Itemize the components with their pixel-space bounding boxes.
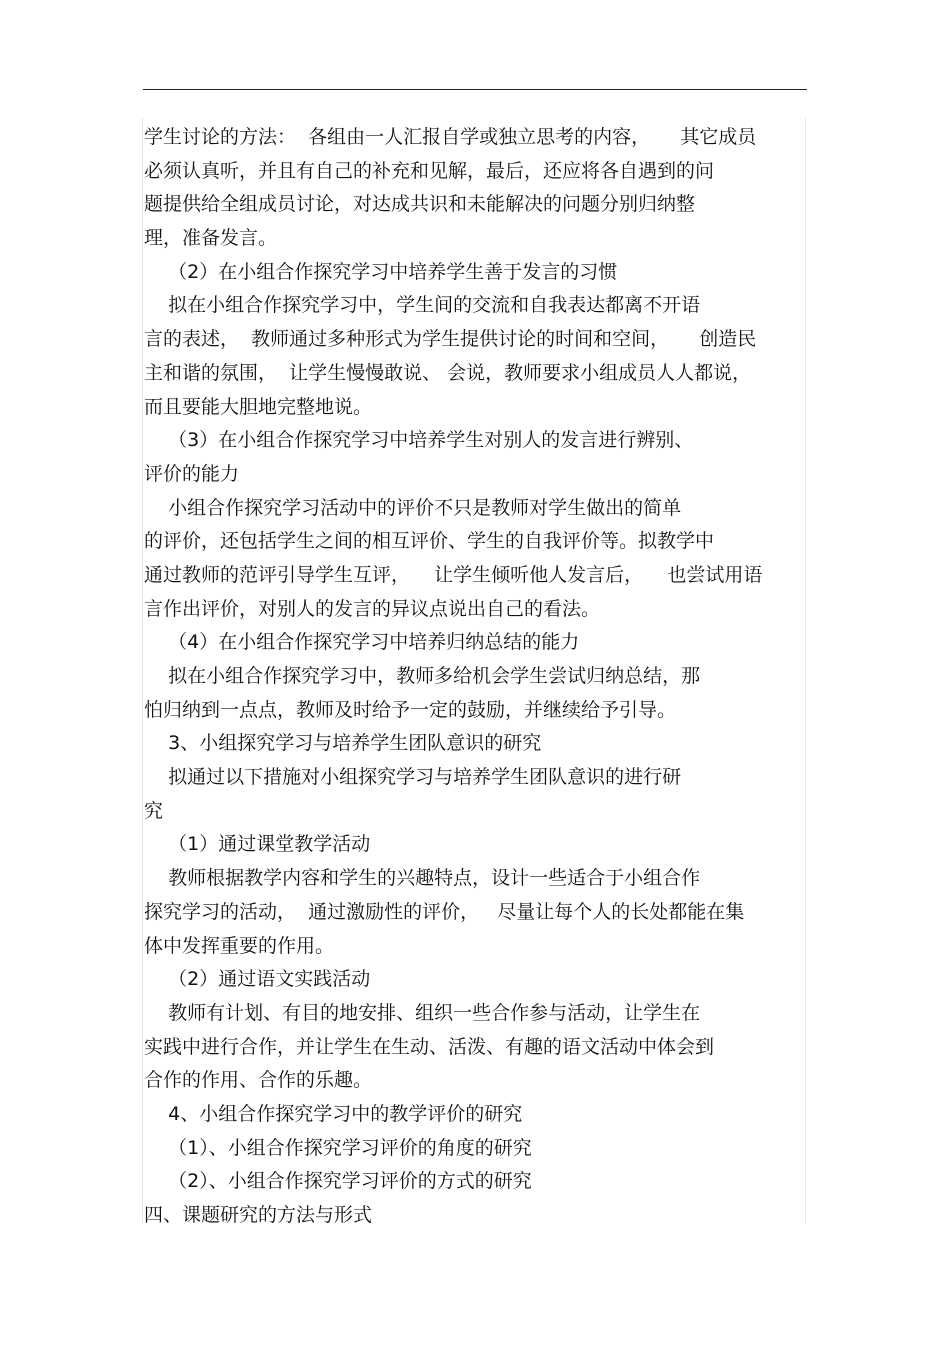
- text-line: 拟在小组合作探究学习中，学生间的交流和自我表达都离不开语: [144, 294, 701, 317]
- text-line: 理，准备发言。: [144, 227, 278, 250]
- text-line: 小组合作探究学习活动中的评价不只是教师对学生做出的简单: [144, 496, 682, 519]
- text-line: 体中发挥重要的作用。: [144, 934, 335, 957]
- section-heading: 4、小组合作探究学习中的教学评价的研究: [144, 1102, 523, 1125]
- text-line: 究: [144, 799, 164, 822]
- text-line: 探究学习的活动， 通过激励性的评价， 尽量让每个人的长处都能在集: [144, 900, 745, 923]
- text-line: 言的表述， 教师通过多种形式为学生提供讨论的时间和空间， 创造民: [144, 328, 757, 351]
- section-heading: 评价的能力: [144, 462, 240, 485]
- text-line: 学生讨论的方法： 各组由一人汇报自学或独立思考的内容， 其它成员: [144, 126, 757, 148]
- section-heading: 四、课题研究的方法与形式: [144, 1204, 373, 1226]
- text-line: 通过教师的范评引导学生互评， 让学生倾听他人发言后， 也尝试用语: [144, 563, 763, 586]
- section-heading: （2）通过语文实践活动: [144, 968, 371, 991]
- section-heading: （4）在小组合作探究学习中培养归纳总结的能力: [144, 631, 580, 654]
- section-heading: （2）、小组合作探究学习评价的方式的研究: [144, 1170, 532, 1193]
- document-body: [144, 121, 804, 1233]
- text-line: 拟在小组合作探究学习中，教师多给机会学生尝试归纳总结，那: [144, 665, 701, 687]
- text-line: 怕归纳到一点点，教师及时给予一定的鼓励，并继续给予引导。: [144, 698, 677, 721]
- section-heading: 3、小组探究学习与培养学生团队意识的研究: [144, 732, 542, 755]
- text-line: 题提供给全组成员讨论，对达成共识和未能解决的问题分别归纳整: [144, 193, 696, 216]
- section-heading: （2）在小组合作探究学习中培养学生善于发言的习惯: [144, 260, 618, 283]
- text-line: 合作的作用、合作的乐趣。: [144, 1069, 373, 1092]
- text-line: 教师有计划、有目的地安排、组织一些合作参与活动，让学生在: [144, 1001, 701, 1024]
- text-line: 实践中进行合作，并让学生在生动、活泼、有趣的语文活动中体会到: [144, 1035, 715, 1058]
- text-line: 必须认真听，并且有自己的补充和见解，最后，还应将各自遇到的问: [144, 159, 715, 182]
- text-line: 而且要能大胆地完整地说。: [144, 395, 373, 418]
- section-heading: （3）在小组合作探究学习中培养学生对别人的发言进行辨别、: [144, 429, 694, 452]
- text-line: 主和谐的氛围， 让学生慢慢敢说、 会说，教师要求小组成员人人都说，: [144, 361, 752, 384]
- section-heading: （1）通过课堂教学活动: [144, 833, 371, 856]
- text-line: 言作出评价，对别人的发言的异议点说出自己的看法。: [144, 597, 601, 620]
- text-line: 拟通过以下措施对小组探究学习与培养学生团队意识的进行研: [144, 766, 682, 789]
- text-line: 的评价，还包括学生之间的相互评价、学生的自我评价等。拟教学中: [144, 530, 715, 553]
- text-line: 教师根据教学内容和学生的兴趣特点，设计一些适合于小组合作: [144, 867, 701, 890]
- header-rule: [143, 89, 807, 90]
- section-heading: （1）、小组合作探究学习评价的角度的研究: [144, 1136, 532, 1159]
